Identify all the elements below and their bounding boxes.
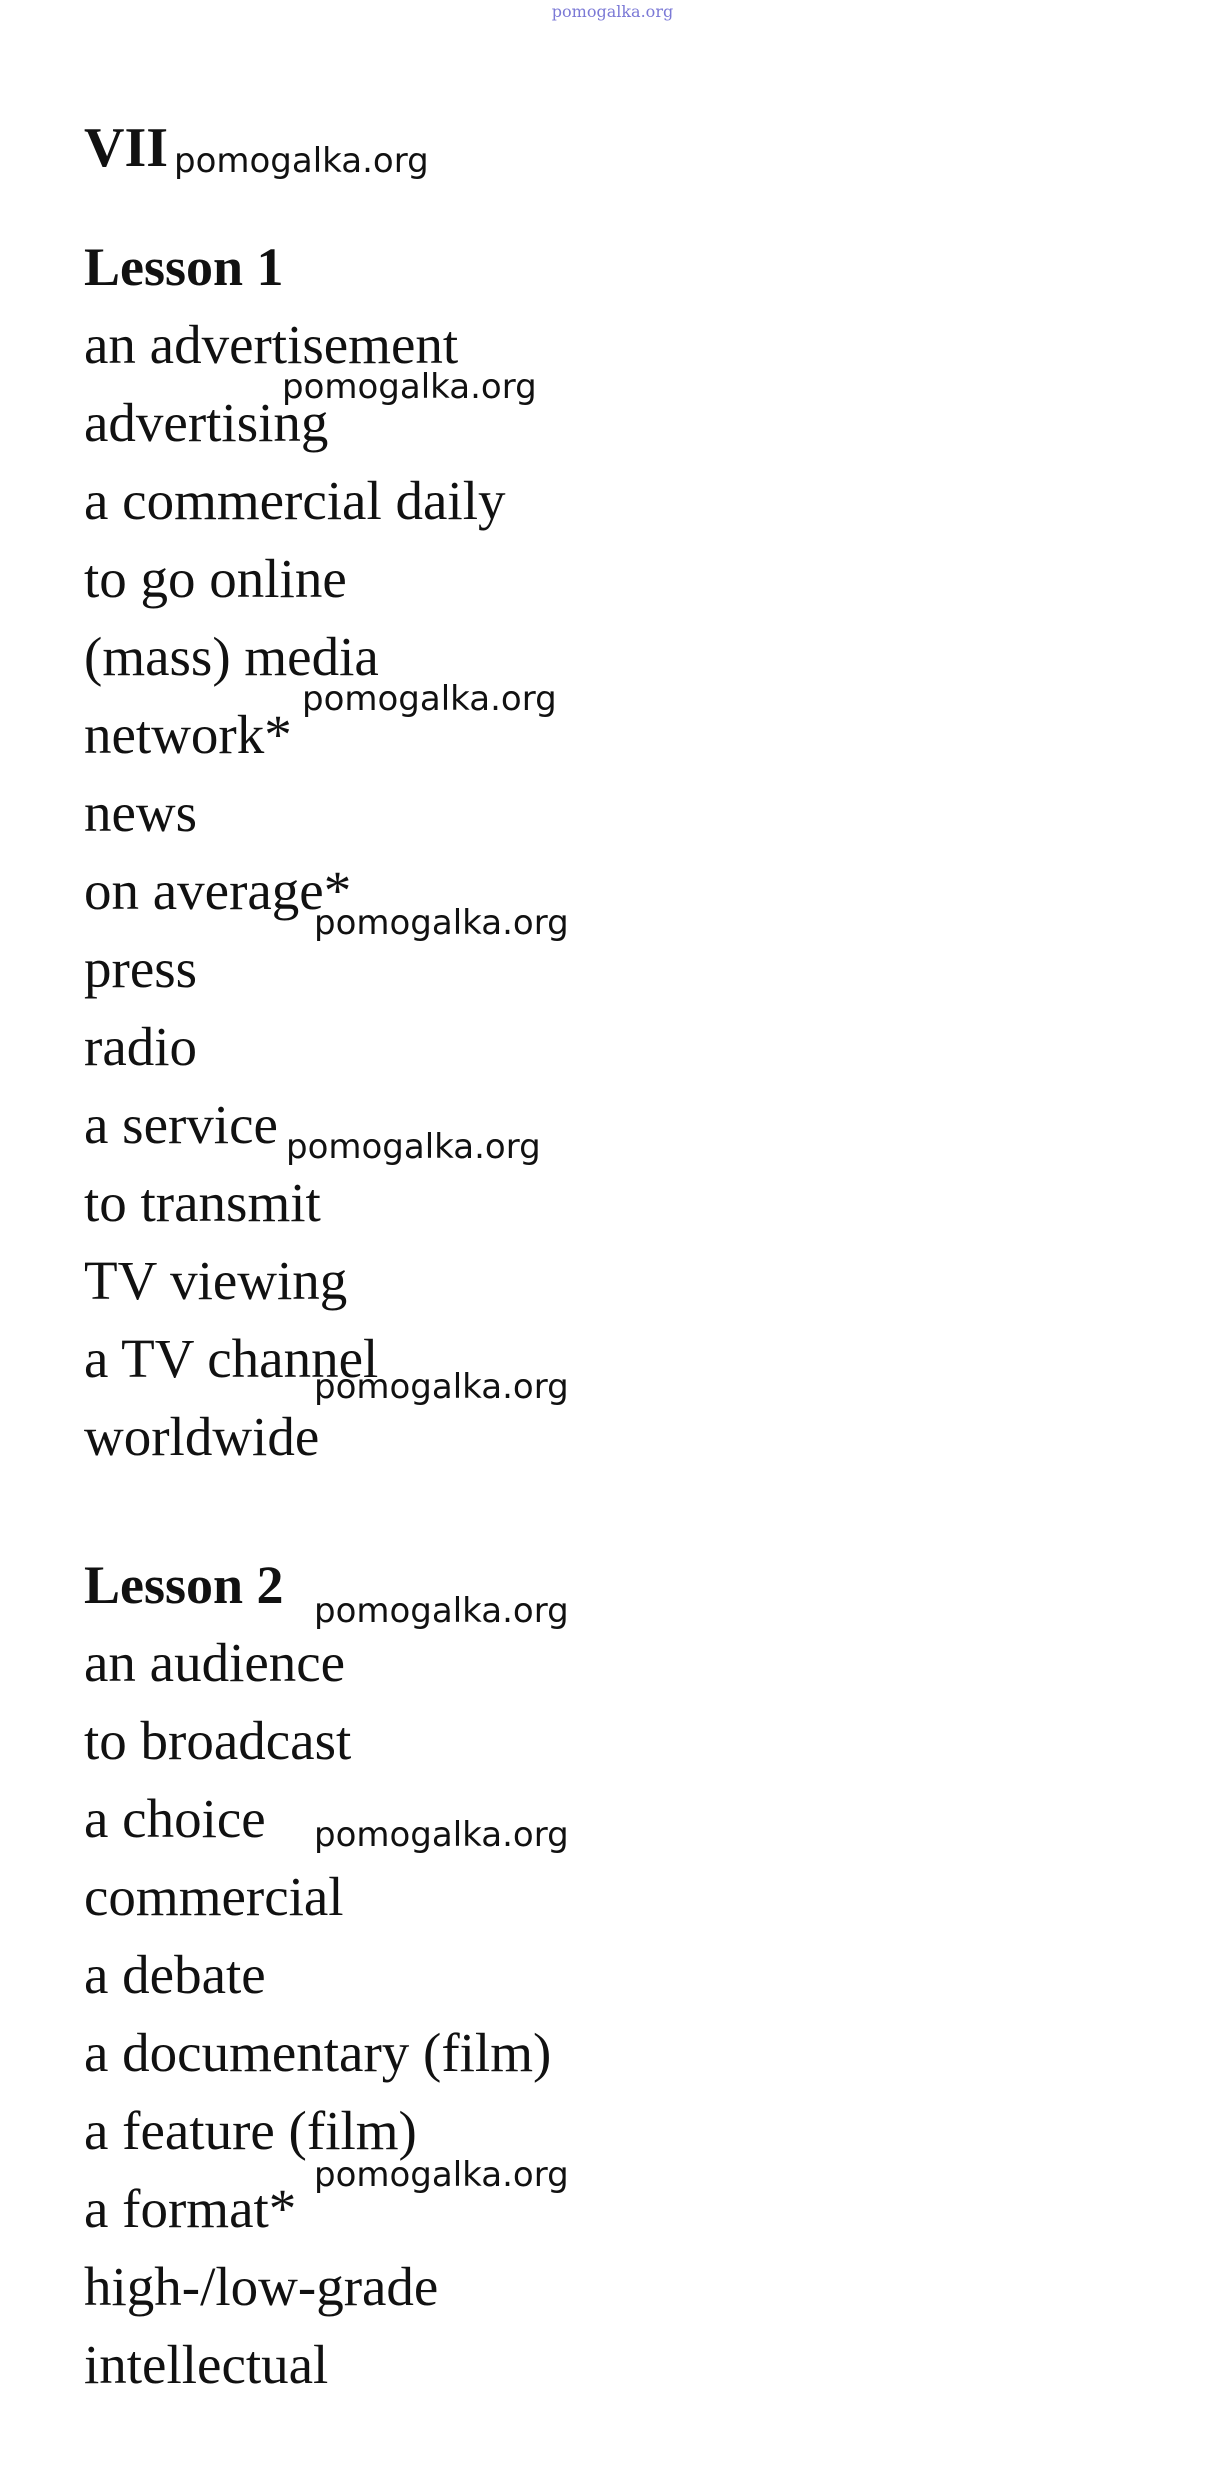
- lesson-2-title: Lesson 2: [84, 1555, 284, 1615]
- watermark-text: pomogalka.org: [314, 1367, 569, 1407]
- list-item: an audience: [84, 1632, 346, 1693]
- watermark-text: pomogalka.org: [314, 1591, 569, 1631]
- header-watermark: pomogalka.org: [551, 2, 674, 21]
- list-item: a choice: [84, 1788, 266, 1849]
- watermark-text: pomogalka.org: [314, 1815, 569, 1855]
- watermark-text: pomogalka.org: [282, 367, 537, 407]
- watermark-text: pomogalka.org: [286, 1127, 541, 1167]
- list-item: network*: [84, 704, 292, 765]
- list-item: intellectual: [84, 2334, 329, 2395]
- list-item: a TV channel: [84, 1328, 379, 1389]
- list-item: a feature (film): [84, 2100, 417, 2161]
- list-item: an advertisement: [84, 314, 459, 375]
- list-item: radio: [84, 1016, 198, 1077]
- watermark-text: pomogalka.org: [314, 2155, 569, 2195]
- list-item: a service: [84, 1094, 278, 1155]
- list-item: a debate: [84, 1944, 266, 2005]
- list-item: worldwide: [84, 1406, 320, 1467]
- lesson-2-word-list: [84, 1624, 551, 2404]
- list-item: press: [84, 938, 198, 999]
- list-item: advertising: [84, 392, 329, 453]
- list-item: to broadcast: [84, 1710, 352, 1771]
- list-item: commercial: [84, 1866, 344, 1927]
- list-item: (mass) media: [84, 626, 379, 687]
- list-item: a commercial daily: [84, 470, 506, 531]
- section-title: VII: [84, 117, 169, 179]
- list-item: a documentary (film): [84, 2022, 552, 2083]
- list-item: to go online: [84, 548, 347, 609]
- list-item: a format*: [84, 2178, 297, 2239]
- watermark-text: pomogalka.org: [174, 141, 429, 181]
- list-item: TV viewing: [84, 1250, 348, 1311]
- lesson-1-title: Lesson 1: [84, 237, 284, 297]
- watermark-text: pomogalka.org: [302, 679, 557, 719]
- lesson-1-word-list: [84, 306, 505, 1476]
- list-item: news: [84, 782, 198, 843]
- list-item: high-/low-grade: [84, 2256, 439, 2317]
- list-item: on average*: [84, 860, 352, 921]
- watermark-text: pomogalka.org: [314, 903, 569, 943]
- list-item: to transmit: [84, 1172, 321, 1233]
